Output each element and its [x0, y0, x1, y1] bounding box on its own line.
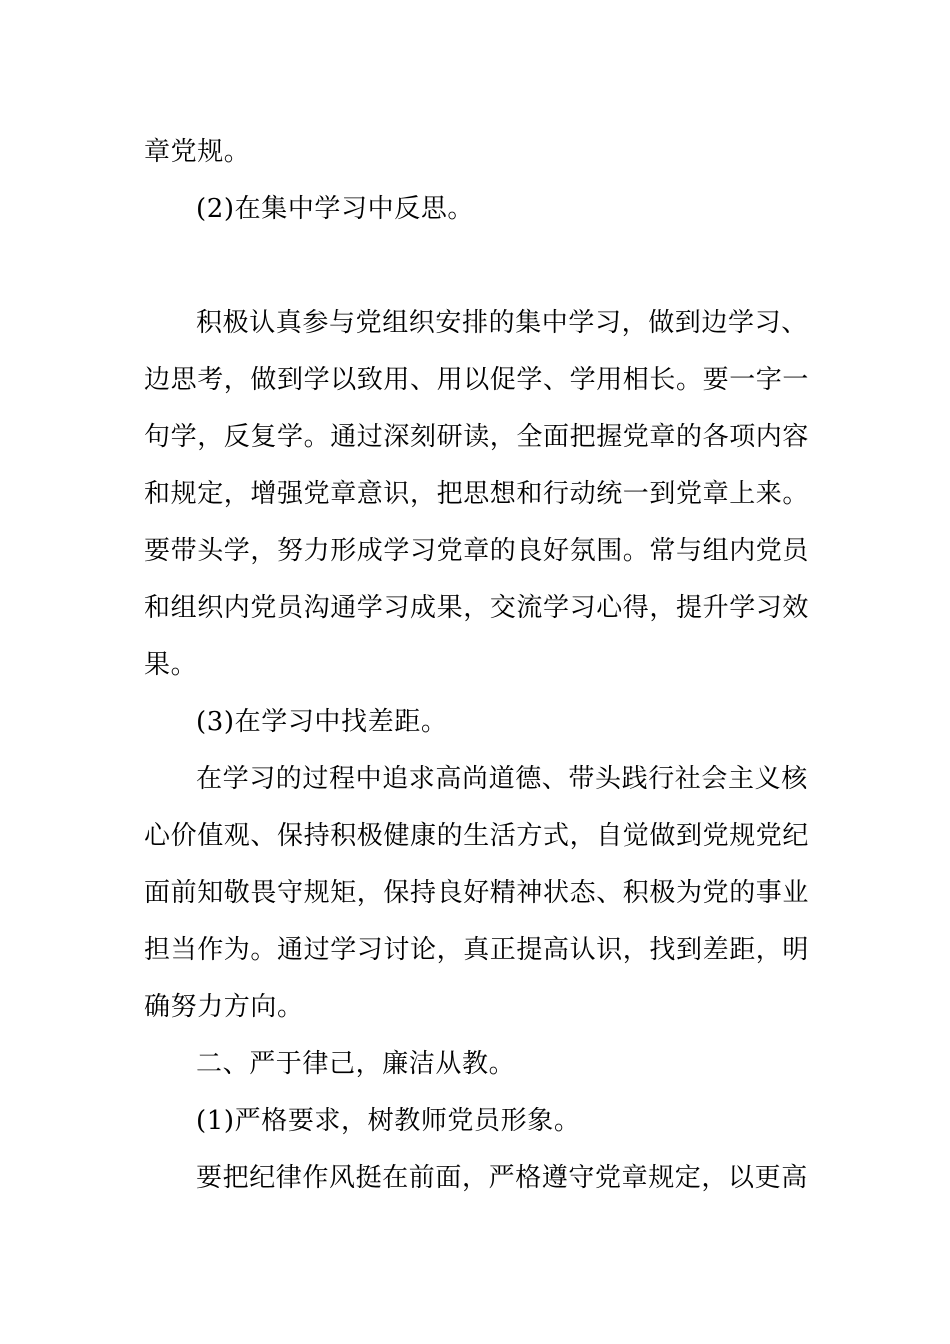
text-line: 积极认真参与党组织安排的集中学习，做到边学习、 — [196, 308, 808, 338]
text-line: 在学习的过程中追求高尚道德、带头践行社会主义核 — [196, 764, 808, 794]
text-line: 和组织内党员沟通学习成果，交流学习心得，提升学习效 — [144, 593, 810, 623]
text-line: 和规定，增强党章意识，把思想和行动统一到党章上来。 — [144, 479, 810, 509]
text-line: 担当作为。通过学习讨论，真正提高认识，找到差距，明 — [144, 935, 810, 965]
section-heading: 二、严于律己，廉洁从教。 — [196, 1049, 516, 1079]
text-line: 章党规。 — [144, 137, 251, 167]
text-line: 面前知敬畏守规矩，保持良好精神状态、积极为党的事业 — [144, 878, 810, 908]
text-line: 要把纪律作风挺在前面，严格遵守党章规定，以更高 — [196, 1163, 808, 1193]
subheading: (3)在学习中找差距。 — [196, 707, 448, 737]
text-line: 要带头学，努力形成学习党章的良好氛围。常与组内党员 — [144, 536, 810, 566]
text-line: 边思考，做到学以致用、用以促学、学用相长。要一字一 — [144, 365, 810, 395]
subheading: (1)严格要求，树教师党员形象。 — [196, 1106, 581, 1136]
text-line: 心价值观、保持积极健康的生活方式，自觉做到党规党纪 — [144, 821, 810, 851]
subheading: (2)在集中学习中反思。 — [196, 194, 475, 224]
text-line: 确努力方向。 — [144, 992, 304, 1022]
text-line: 句学，反复学。通过深刻研读，全面把握党章的各项内容 — [144, 422, 810, 452]
text-line: 果。 — [144, 650, 198, 680]
